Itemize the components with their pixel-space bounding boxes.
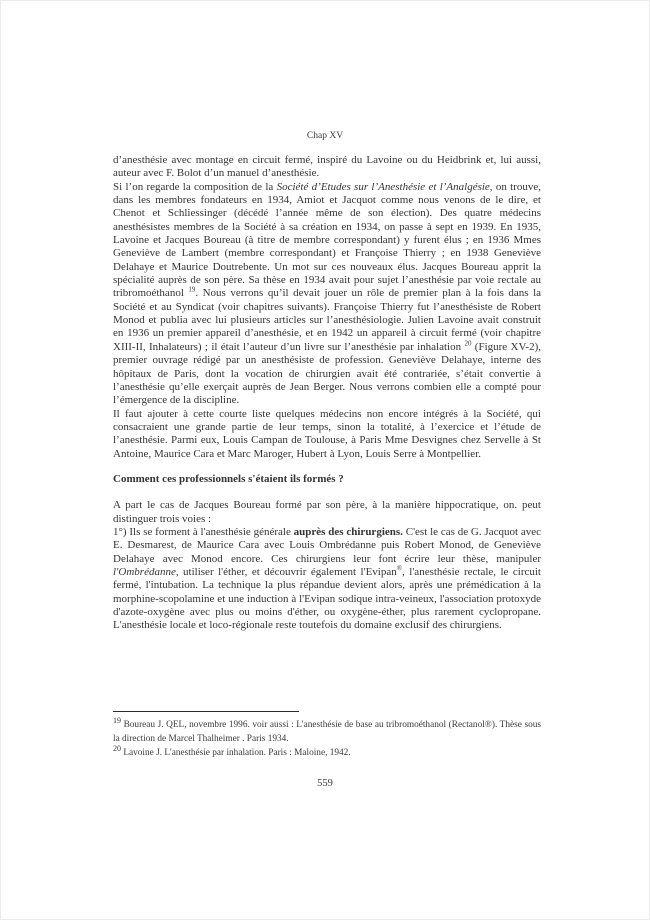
text-run: A part le cas de Jacques Boureau formé par son père, à la manière hippocratique, on. peut distinguer trois voies : [113, 499, 541, 525]
paragraph-5 [113, 526, 541, 633]
body-text-block [113, 154, 541, 633]
page-number: 559 [317, 778, 333, 789]
footnote-separator-line [113, 711, 299, 712]
text-run: 1°) Ils se forment à l'anesthésie générale [113, 525, 294, 538]
text-run: Si l’on regarde la composition de la [113, 180, 277, 193]
text-run: , l'anesthésie rectale, le circuit fermé, l'intubation. La technique la plus répandue devient alors, après une prémédication à la morphine-scopolamine et une induction à l'Evipan sodique intra-veineux, l'association protoxyde d'azote-oxygène avec plus ou moins d'éther, ou oxygène-éther, plus rarement cyclopropane. L'anesthésie locale et loco-régionale reste toutefois du domaine exclusif des chirurgiens. [113, 565, 541, 632]
footnote-1 [113, 715, 541, 746]
footnote-reference-20: 20 [464, 339, 472, 348]
footnote-text: Boureau J. QEL, novembre 1996. voir aussi : L'anesthésie de base au tribromoéthanol (Rectanol®). Thèse sous la direction de Marcel Thalheimer . Paris 1934. [113, 720, 541, 744]
text-run: , on trouve, dans les membres fondateurs en 1934, Amiot et Jacquot comme nous venons de le dire, et Chenot et Schliessinger (décédé l’année même de son élection). Des quatre médecins anesthésistes membres de la Société à sa création en 1934, on passe à sept en 1939. En 1935, Lavoine et Jacques Boureau (à titre de membre correspondant) y furent élus ; en 1936 Mmes Geneviève de Lambert (membre correspondant) et Françoise Thierry ; en 1938 Geneviève Delahaye et Maurice Doutrebente. Un mot sur ces nouveaux élus. Jacques Boureau apprit la spécialité auprès de son père. Sa thèse en 1934 avait pour sujet l’anesthésie par voie rectale au tribromoéthanol [113, 180, 541, 300]
text-run: . Nous verrons qu’il devait jouer un rôle de premier plan à la fois dans la Société et au Syndicat (voir chapitres suivants). Françoise Thierry fut l’anesthésiste de Robert Monod et publia avec lui plusieurs articles sur l’anesthésiologie. Julien Lavoine avait construit en 1936 un premier appareil d’anesthésie, et en 1942 un appareil à circuit fermé (voir chapitre XIII-II, Inhalateurs) ; il était l’auteur d’un livre sur l’anesthésie par inhalation [113, 287, 542, 353]
footnotes-block [113, 715, 541, 762]
section-heading: Comment ces professionnels s'étaient ils formés ? [113, 472, 344, 485]
paragraph-1 [113, 154, 541, 181]
text-run: (Figure XV-2), premier ouvrage rédigé par un anesthésiste de profession. Geneviève Delahaye, interne des hôpitaux de Paris, dont la vocation de chirurgien avait été contrariée, s’était convertie à l’anesthésie qu’elle exerçait auprès de Jean Berger. Nous verrons combien elle a compté pour l’émergence de la discipline. [113, 340, 541, 407]
running-header: Chap XV [306, 131, 344, 141]
text-run-bold: auprès des chirurgiens. [293, 525, 403, 538]
paragraph-3 [113, 408, 541, 461]
text-run: d’anesthésie avec montage en circuit fermé, inspiré du Lavoine ou du Heidbrink et, lui aussi, auteur avec F. Bolot d’un manuel d’anesthésie. [113, 154, 541, 180]
text-run: utiliser l'éther, et découvrir également l'Evipan [178, 565, 397, 578]
text-run-italic: l'Ombrédanne, [113, 565, 179, 578]
footnote-marker-19: 19 [113, 715, 121, 725]
text-run: Il faut ajouter à cette courte liste quelques médecins non encore intégrés à la Société, qui consacraient une grande partie de leur temps, sinon la totalité, à l’exercice et l’étude de l’anesthésie. Parmi eux, Louis Campan de Toulouse, à Paris Mme Desvignes chez Servelle à St Antoine, Maurice Cara et Marc Maroger, Hubert à Lyon, Louis Serre à Montpellier. [113, 407, 541, 460]
footnote-text: Lavoine J. L'anesthésie par inhalation. Paris : Maloine, 1942. [121, 748, 351, 758]
footnote-reference-19: 19 [188, 285, 196, 294]
paragraph-2 [113, 181, 541, 408]
footnote-2 [113, 743, 541, 761]
paragraph-4 [113, 499, 541, 526]
text-run-italic: Société d’Etudes sur l’Anesthésie et l’Analgésie [276, 180, 490, 193]
registered-trademark-superscript: ® [396, 564, 403, 573]
footnote-marker-20: 20 [113, 743, 121, 753]
text-run: C'est le cas de G. Jacquot avec E. Desmarest, de Maurice Cara avec Louis Ombrédanne puis Robert Monod, de Geneviève Delahaye avec Monod encore. Ces chirurgiens leur font écrire leur thèse, manipuler [113, 525, 541, 565]
